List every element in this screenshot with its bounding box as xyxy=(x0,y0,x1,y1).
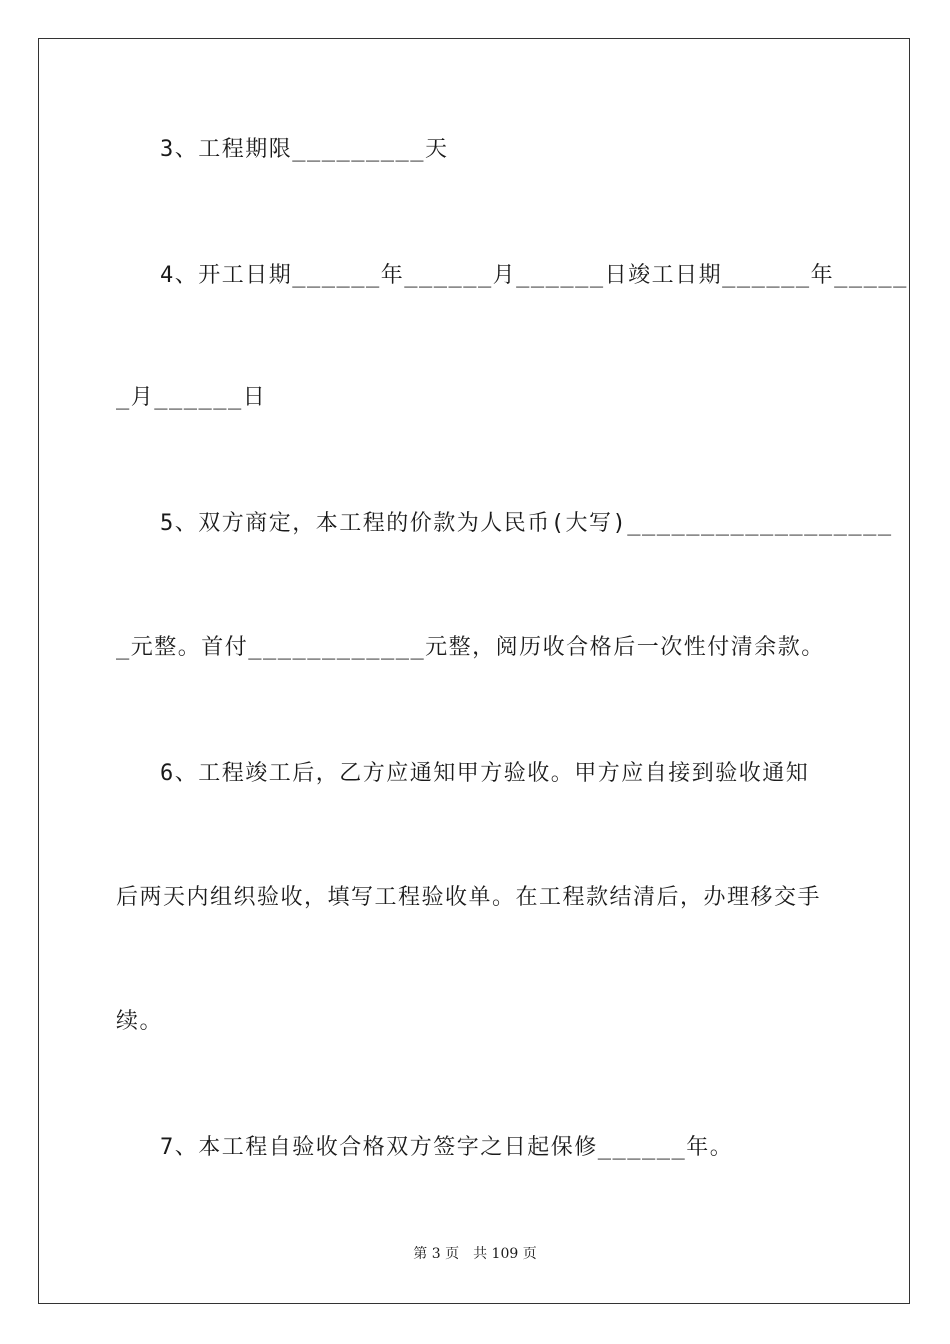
clause-5-price: 5、双方商定，本工程的价款为人民币(大写)__________________ xyxy=(160,511,893,536)
clause-6-acceptance-line-2: 后两天内组织验收，填写工程验收单。在工程款结清后，办理移交手 xyxy=(116,885,822,910)
clause-4-dates-continued: _月______日 xyxy=(116,385,267,410)
clause-7-warranty: 7、本工程自验收合格双方签字之日起保修______年。 xyxy=(160,1135,734,1160)
page-footer: 第 3 页 共 109 页 xyxy=(413,1246,537,1262)
page-border xyxy=(38,38,910,1304)
clause-6-acceptance-line-3: 续。 xyxy=(116,1009,164,1034)
clause-4-dates: 4、开工日期______年______月______日竣工日期______年_____ xyxy=(160,263,908,288)
clause-3-term: 3、工程期限_________天 xyxy=(160,137,449,162)
clause-6-acceptance: 6、工程竣工后，乙方应通知甲方验收。甲方应自接到验收通知 xyxy=(160,761,810,786)
clause-5-price-continued: _元整。首付____________元整，阅历收合格后一次性付清余款。 xyxy=(116,635,825,660)
